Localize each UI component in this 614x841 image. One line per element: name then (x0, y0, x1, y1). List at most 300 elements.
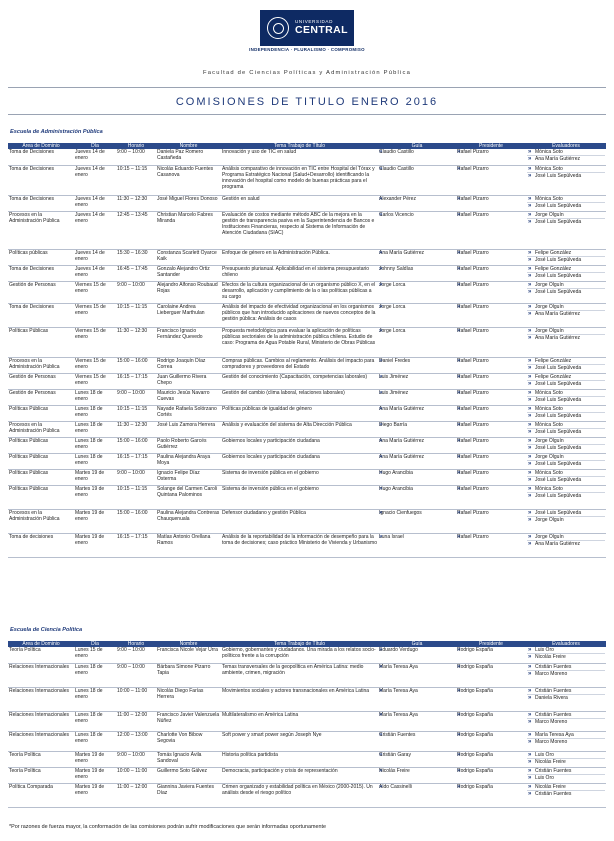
cell-tema: Gobiernos locales y participación ciudadana (221, 453, 378, 469)
cell-dia: Jueves 14 de enero (74, 195, 116, 211)
evaluator-name: » Mónica Soto (527, 166, 605, 172)
cell-area: Gestión de Personas (8, 373, 74, 389)
evaluator-name: » José Luis Sepúlveda (527, 364, 605, 371)
table-row (8, 327, 606, 357)
cell-nombre: Paulina Alejandra Araya Moya (156, 453, 221, 469)
motto: INDEPENDENCIA · PLURALISMO · COMPROMISO (249, 47, 365, 52)
evaluator-name: » Nicolás Freire (527, 653, 605, 660)
cell-guia: » Luna Israel (378, 533, 456, 557)
cell-evaluadores (526, 373, 606, 389)
cell-dia: Martes 19 de enero (74, 509, 116, 533)
cell-presidente: » Rodrigo España (456, 783, 526, 807)
table-row (8, 211, 606, 249)
cell-guia: » Hugo Arancibia (378, 469, 456, 485)
evaluator-name: » Jorge Olguín (527, 328, 605, 334)
cell-evaluadores (526, 303, 606, 327)
evaluator-name: » Cristián Fuentes (527, 712, 605, 718)
cell-horario: 9:00 – 10:00 (116, 663, 156, 687)
cell-horario: 10:15 – 11:15 (116, 485, 156, 509)
cell-tema: Temas transversales de la geopolítica en América Latina: medio ambiente, crimen, migración (221, 663, 378, 687)
cell-evaluadores (526, 211, 606, 249)
column-header: Área de Dominio (8, 143, 74, 149)
evaluator-name: » Mónica Soto (527, 406, 605, 412)
evaluator-name: » Mónica Soto (527, 390, 605, 396)
cell-evaluadores (526, 389, 606, 405)
evaluator-name: » José Luis Sepúlveda (527, 172, 605, 179)
cell-dia: Lunes 18 de enero (74, 711, 116, 731)
cell-horario: 16:45 – 17:45 (116, 265, 156, 281)
table-row (8, 357, 606, 373)
cell-evaluadores (526, 533, 606, 557)
cell-presidente: » Rafael Pizarro (456, 195, 526, 211)
cell-area: Toma de Decisiones (8, 265, 74, 281)
cell-presidente: » Rodrigo España (456, 663, 526, 687)
table-row (8, 265, 606, 281)
cell-dia: Lunes 18 de enero (74, 731, 116, 751)
evaluator-name: » Daniela Rivera (527, 694, 605, 701)
cell-tema: Gobierno, gobernantes y ciudadanos. Una mirada a los relatos socio-políticos frente a la corrupción (221, 647, 378, 663)
evaluator-name: » José Luis Sepúlveda (527, 218, 605, 225)
cell-dia: Lunes 18 de enero (74, 663, 116, 687)
cell-evaluadores (526, 437, 606, 453)
cell-nombre: Guillermo Soto Gálvez (156, 767, 221, 783)
cell-dia: Viernes 15 de enero (74, 303, 116, 327)
evaluator-name: » Felipe González (527, 266, 605, 272)
cell-dia: Jueves 14 de enero (74, 265, 116, 281)
cell-horario: 10:15 – 11:15 (116, 303, 156, 327)
column-header: Guía (378, 641, 456, 647)
evaluator-name: » Ana María Gutiérrez (527, 540, 605, 547)
cell-nombre: Francisco Ignacio Fernández Quevedo (156, 327, 221, 357)
cell-horario: 15:00 – 16:00 (116, 357, 156, 373)
column-header: Guía (378, 143, 456, 149)
footnote: *Por razones de fuerza mayor, la conformación de las comisiones podrán sufrir modificaciones que serán informadas oportunamente (9, 824, 327, 830)
cell-presidente: » Rafael Pizarro (456, 373, 526, 389)
cell-tema: Análisis y evaluación del sistema de Alta Dirección Pública (221, 421, 378, 437)
schedule-table-administracion (8, 143, 606, 558)
cell-dia: Viernes 15 de enero (74, 357, 116, 373)
table-row (8, 647, 606, 663)
column-header: Presidente (456, 641, 526, 647)
table-row (8, 165, 606, 195)
table-row (8, 437, 606, 453)
cell-nombre: Gonzalo Alejandro Ortiz Santander (156, 265, 221, 281)
evaluator-name: » Ana María Gutiérrez (527, 334, 605, 341)
cell-area: Gestión de Personas (8, 389, 74, 405)
evaluator-name: » José Luis Sepúlveda (527, 272, 605, 279)
cell-horario: 11:30 – 12:30 (116, 421, 156, 437)
cell-area: Relaciones Internacionales (8, 711, 74, 731)
cell-horario: 9:00 – 10:00 (116, 469, 156, 485)
cell-evaluadores (526, 751, 606, 767)
cell-horario: 10:00 – 11:00 (116, 767, 156, 783)
table-row (8, 469, 606, 485)
cell-dia: Lunes 18 de enero (74, 453, 116, 469)
cell-area: Políticas públicas (8, 249, 74, 265)
cell-tema: Efectos de la cultura organizacional de un organismo público X, en el desarrollo, aplicación y cumplimiento de la o las políticas públicas a su cargo (221, 281, 378, 303)
cell-area: Toma de decisiones (8, 533, 74, 557)
logo-name: CENTRAL (295, 24, 348, 37)
cell-guia: » Nicolás Freire (378, 767, 456, 783)
cell-presidente: » Rafael Pizarro (456, 249, 526, 265)
evaluator-name: » Jorge Olguín (527, 534, 605, 540)
cell-dia: Jueves 14 de enero (74, 149, 116, 165)
evaluator-name: » Felipe González (527, 250, 605, 256)
cell-horario: 9:00 – 10:00 (116, 751, 156, 767)
cell-guia: » Luis Jiménez (378, 389, 456, 405)
cell-presidente: » Rafael Pizarro (456, 265, 526, 281)
table-row (8, 663, 606, 687)
cell-horario: 9:00 – 10:00 (116, 149, 156, 165)
table-row (8, 509, 606, 533)
cell-horario: 16:15 – 17:15 (116, 453, 156, 469)
cell-evaluadores (526, 281, 606, 303)
cell-area: Procesos en la Administración Pública (8, 211, 74, 249)
evaluator-name: » Marco Moreno (527, 738, 605, 745)
faculty-name: Facultad de Ciencias Políticas y Administración Pública (202, 70, 412, 76)
evaluator-name: » Cristián Fuentes (527, 688, 605, 694)
cell-presidente: » Rafael Pizarro (456, 327, 526, 357)
cell-area: Procesos en la Administración Pública (8, 357, 74, 373)
cell-area: Procesos en la Administración Pública (8, 421, 74, 437)
cell-guia: » Aldo Cassinelli (378, 783, 456, 807)
cell-presidente: » Rafael Pizarro (456, 303, 526, 327)
cell-horario: 11:00 – 12:00 (116, 711, 156, 731)
cell-dia: Martes 19 de enero (74, 767, 116, 783)
evaluator-name: » Jorge Olguín (527, 438, 605, 444)
cell-nombre: Alejandro Alfonso Roubaud Rojas (156, 281, 221, 303)
cell-area: Teoría Política (8, 767, 74, 783)
table-row (8, 389, 606, 405)
evaluator-name: » Jorge Olguín (527, 212, 605, 218)
evaluator-name: » Cristián Fuentes (527, 768, 605, 774)
cell-horario: 15:00 – 16:00 (116, 437, 156, 453)
cell-presidente: » Rafael Pizarro (456, 485, 526, 509)
table-row (8, 149, 606, 165)
cell-presidente: » Rafael Pizarro (456, 405, 526, 421)
cell-horario: 10:15 – 11:15 (116, 405, 156, 421)
cell-evaluadores (526, 711, 606, 731)
cell-evaluadores (526, 327, 606, 357)
university-logo (0, 10, 614, 46)
cell-tema: Soft power y smart power según Joseph Nye (221, 731, 378, 751)
cell-nombre: Daniela Paz Romero Castañeda (156, 149, 221, 165)
cell-nombre: Ignacio Felipe Díaz Osterma (156, 469, 221, 485)
cell-tema: Gestión del cambio (clima laboral, relaciones laborales) (221, 389, 378, 405)
table-row (8, 533, 606, 557)
cell-horario: 15:00 – 16:00 (116, 509, 156, 533)
cell-tema: Movimientos sociales y actores transnacionales en América Latina (221, 687, 378, 711)
evaluator-name: » José Luis Sepúlveda (527, 380, 605, 387)
school-title: Escuela de Administración Pública (10, 129, 103, 135)
cell-tema: Historia política partidista (221, 751, 378, 767)
cell-evaluadores (526, 509, 606, 533)
cell-nombre: Carolaine Andrea Lieberguer Marthulan (156, 303, 221, 327)
cell-tema: Gobiernos locales y participación ciudadana (221, 437, 378, 453)
column-header: Día (74, 641, 116, 647)
cell-tema: Multilateralismo en América Latina (221, 711, 378, 731)
cell-horario: 16:15 – 17:15 (116, 533, 156, 557)
evaluator-name: » Ana María Gutiérrez (527, 310, 605, 317)
cell-tema: Innovación y uso de TIC en salud (221, 149, 378, 165)
cell-evaluadores (526, 405, 606, 421)
evaluator-name: » Ana María Gutiérrez (527, 155, 605, 162)
cell-dia: Viernes 15 de enero (74, 327, 116, 357)
cell-evaluadores (526, 421, 606, 437)
cell-tema: Enfoque de género en la Administración Pública. (221, 249, 378, 265)
cell-horario: 15:30 – 16:30 (116, 249, 156, 265)
evaluator-name: » José Luis Sepúlveda (527, 412, 605, 419)
cell-tema: Gestión del conocimiento (Capacitación, competencias laborales) (221, 373, 378, 389)
cell-guia: » Diego Barría (378, 421, 456, 437)
evaluator-name: » Felipe González (527, 374, 605, 380)
cell-tema: Defensor ciudadano y gestión Pública (221, 509, 378, 533)
cell-presidente: » Rafael Pizarro (456, 389, 526, 405)
table-row (8, 767, 606, 783)
cell-dia: Martes 19 de enero (74, 469, 116, 485)
cell-guia: » Hugo Arancibia (378, 485, 456, 509)
cell-horario: 9:00 – 10:00 (116, 647, 156, 663)
cell-guia: » Daniel Fredes (378, 357, 456, 373)
cell-dia: Lunes 18 de enero (74, 405, 116, 421)
cell-nombre: Francisco Javier Valenzuela Núñez (156, 711, 221, 731)
cell-nombre: José Miguel Flores Donoso (156, 195, 221, 211)
cell-nombre: Nayade Rafaela Solórzano Cortés (156, 405, 221, 421)
evaluator-name: » José Luis Sepúlveda (527, 428, 605, 435)
logo-university: UNIVERSIDAD (295, 19, 333, 25)
cell-evaluadores (526, 357, 606, 373)
cell-presidente: » Rafael Pizarro (456, 211, 526, 249)
table-row (8, 731, 606, 751)
cell-nombre: Tomás Ignacio Ávila Sandoval (156, 751, 221, 767)
cell-tema: Políticas públicas de igualdad de género (221, 405, 378, 421)
cell-nombre: José Luis Zamora Herrera (156, 421, 221, 437)
evaluator-name: » Jorge Olguín (527, 516, 605, 523)
cell-nombre: Bárbara Simone Pizarro Tapia (156, 663, 221, 687)
cell-area: Relaciones Internacionales (8, 687, 74, 711)
evaluator-name: » José Luis Sepúlveda (527, 510, 605, 516)
cell-tema: Democracia, participación y crisis de representación (221, 767, 378, 783)
cell-area: Relaciones Internacionales (8, 731, 74, 751)
cell-evaluadores (526, 165, 606, 195)
cell-tema: Presupuesto plurianual. Aplicabilidad en el sistema presupuestario chileno (221, 265, 378, 281)
evaluator-name: » José Luis Sepúlveda (527, 288, 605, 295)
cell-horario: 9:00 – 10:00 (116, 281, 156, 303)
evaluator-name: » Nicolás Freire (527, 784, 605, 790)
column-header: Nombre (156, 641, 221, 647)
cell-tema: Análisis de la reportabilidad de la información de desempeño para la toma de decisiones; caso práctico Ministerio de Vivienda y Urbanismo (221, 533, 378, 557)
cell-presidente: » Rodrigo España (456, 751, 526, 767)
table-row (8, 373, 606, 389)
cell-evaluadores (526, 663, 606, 687)
cell-dia: Jueves 14 de enero (74, 211, 116, 249)
cell-guia: » Jorge Lorca (378, 281, 456, 303)
cell-presidente: » Rafael Pizarro (456, 469, 526, 485)
column-header: Tema Trabajo de Título (221, 641, 378, 647)
cell-horario: 12:00 – 13:00 (116, 731, 156, 751)
cell-nombre: Rodrigo Joaquín Díaz Correa (156, 357, 221, 373)
cell-evaluadores (526, 731, 606, 751)
table-row (8, 421, 606, 437)
column-header: Horario (116, 143, 156, 149)
cell-guia: » Johnny Saldías (378, 265, 456, 281)
cell-presidente: » Rodrigo España (456, 731, 526, 751)
evaluator-name: » María Teresa Aya (527, 732, 605, 738)
cell-tema: Gestión en salud (221, 195, 378, 211)
cell-nombre: Paolo Roberto Garcés Gutiérrez (156, 437, 221, 453)
cell-area: Políticas Públicas (8, 437, 74, 453)
cell-guia: » María Teresa Aya (378, 711, 456, 731)
cell-nombre: Constanza Scarlett Oyarce Kaik (156, 249, 221, 265)
cell-nombre: Nicolás Eduardo Fuentes Casanova (156, 165, 221, 195)
column-header: Evaluadores (526, 143, 606, 149)
evaluator-name: » Cristián Fuentes (527, 664, 605, 670)
cell-presidente: » Rafael Pizarro (456, 149, 526, 165)
cell-dia: Lunes 18 de enero (74, 687, 116, 711)
divider (8, 114, 606, 115)
cell-evaluadores (526, 647, 606, 663)
evaluator-name: » Luis Oro (527, 774, 605, 781)
cell-dia: Lunes 18 de enero (74, 389, 116, 405)
cell-guia: » Ana María Gutiérrez (378, 405, 456, 421)
evaluator-name: » Luis Oro (527, 647, 605, 653)
cell-nombre: Charlotte Von Bibow Segovia (156, 731, 221, 751)
cell-dia: Lunes 18 de enero (74, 437, 116, 453)
evaluator-name: » José Luis Sepúlveda (527, 492, 605, 499)
cell-dia: Lunes 18 de enero (74, 421, 116, 437)
cell-nombre: Matías Antonio Orellana Ramos (156, 533, 221, 557)
cell-tema: Sistema de inversión pública en el gobierno (221, 469, 378, 485)
cell-dia: Jueves 14 de enero (74, 165, 116, 195)
table-row (8, 453, 606, 469)
cell-area: Procesos en la Administración Pública (8, 509, 74, 533)
cell-tema: Evaluación de costos mediante método ABC de la mejora en la gestión de transparencia pasiva en la Superintendencia de Bancos e Instituciones Financieras, respecto al Sistema de Información de Atención Ciudadana (SIAC) (221, 211, 378, 249)
cell-guia: » María Teresa Aya (378, 687, 456, 711)
cell-tema: Sistema de inversión pública en el gobierno (221, 485, 378, 509)
cell-guia: » Jorge Lorca (378, 327, 456, 357)
cell-evaluadores (526, 149, 606, 165)
cell-dia: Martes 19 de enero (74, 751, 116, 767)
table-row (8, 783, 606, 807)
cell-guia: » Carlos Vicencio (378, 211, 456, 249)
logo-box (260, 10, 354, 46)
cell-presidente: » Rafael Pizarro (456, 509, 526, 533)
evaluator-name: » Luis Oro (527, 752, 605, 758)
cell-dia: Martes 19 de enero (74, 533, 116, 557)
cell-presidente: » Rafael Pizarro (456, 165, 526, 195)
cell-area: Políticas Públicas (8, 327, 74, 357)
cell-nombre: Giannina Javiera Fuentes Díaz (156, 783, 221, 807)
cell-presidente: » Rodrigo España (456, 767, 526, 783)
table-row (8, 303, 606, 327)
evaluator-name: » Mónica Soto (527, 486, 605, 492)
evaluator-name: » Jorge Olguín (527, 454, 605, 460)
cell-horario: 11:30 – 12:30 (116, 327, 156, 357)
column-header: Día (74, 143, 116, 149)
cell-guia: » Alexander Pérez (378, 195, 456, 211)
column-header: Presidente (456, 143, 526, 149)
cell-tema: Análisis del impacto de efectividad organizacional en los organismos públicos que han introducido aplicaciones de nuevos conceptos de la gestión pública: Análisis de casos (221, 303, 378, 327)
cell-area: Relaciones Internacionales (8, 663, 74, 687)
column-header: Horario (116, 641, 156, 647)
evaluator-name: » José Luis Sepúlveda (527, 256, 605, 263)
cell-area: Toma de Decisiones (8, 165, 74, 195)
evaluator-name: » José Luis Sepúlveda (527, 396, 605, 403)
cell-nombre: Christian Marcelo Fabres Miranda (156, 211, 221, 249)
logo-text (295, 20, 348, 35)
cell-area: Gestión de Personas (8, 281, 74, 303)
cell-evaluadores (526, 249, 606, 265)
page-title: COMISIONES DE TITULO ENERO 2016 (175, 96, 439, 108)
cell-nombre: Francisca Nicole Vejar Urra (156, 647, 221, 663)
cell-guia: » María Teresa Aya (378, 663, 456, 687)
cell-tema: Crimen organizado y estabilidad política en México (2000-2015). Un análisis desde el riesgo político (221, 783, 378, 807)
cell-area: Políticas Públicas (8, 405, 74, 421)
cell-evaluadores (526, 767, 606, 783)
seal-icon (267, 17, 289, 39)
cell-horario: 12:45 – 13:45 (116, 211, 156, 249)
cell-presidente: » Rafael Pizarro (456, 357, 526, 373)
cell-evaluadores (526, 265, 606, 281)
cell-area: Política Comparada (8, 783, 74, 807)
cell-area: Políticas Públicas (8, 469, 74, 485)
cell-area: Toma de Decisiones (8, 149, 74, 165)
cell-guia: » Claudio Castillo (378, 165, 456, 195)
column-header: Área de Dominio (8, 641, 74, 647)
cell-evaluadores (526, 195, 606, 211)
cell-area: Teoría Política (8, 647, 74, 663)
cell-evaluadores (526, 485, 606, 509)
cell-dia: Viernes 15 de enero (74, 281, 116, 303)
evaluator-name: » Mónica Soto (527, 422, 605, 428)
evaluator-name: » Jorge Olguín (527, 282, 605, 288)
cell-nombre: Nicolás Diego Farías Herrera (156, 687, 221, 711)
evaluator-name: » Cristián Fuentes (527, 790, 605, 797)
cell-guia: » Cristián Fuentes (378, 731, 456, 751)
cell-area: Toma de Decisiones (8, 303, 74, 327)
evaluator-name: » Felipe González (527, 358, 605, 364)
column-header: Nombre (156, 143, 221, 149)
cell-presidente: » Rafael Pizarro (456, 281, 526, 303)
cell-presidente: » Rodrigo España (456, 687, 526, 711)
table-row (8, 711, 606, 731)
cell-area: Teoría Política (8, 751, 74, 767)
evaluator-name: » José Luis Sepúlveda (527, 444, 605, 451)
cell-presidente: » Rodrigo España (456, 711, 526, 731)
cell-evaluadores (526, 687, 606, 711)
cell-dia: Lunes 15 de enero (74, 647, 116, 663)
evaluator-name: » Mónica Soto (527, 149, 605, 155)
cell-guia: » Luis Jiménez (378, 373, 456, 389)
column-header: Evaluadores (526, 641, 606, 647)
cell-evaluadores (526, 469, 606, 485)
cell-presidente: » Rafael Pizarro (456, 533, 526, 557)
cell-horario: 9:00 – 10:00 (116, 389, 156, 405)
evaluator-name: » Mónica Soto (527, 196, 605, 202)
schedule-table-ciencia-politica (8, 641, 606, 808)
column-header: Tema Trabajo de Título (221, 143, 378, 149)
cell-presidente: » Rafael Pizarro (456, 421, 526, 437)
cell-presidente: » Rodrigo España (456, 647, 526, 663)
cell-guia: » Jorge Lorca (378, 303, 456, 327)
cell-horario: 16:15 – 17:15 (116, 373, 156, 389)
cell-horario: 11:00 – 12:00 (116, 783, 156, 807)
cell-area: Políticas Públicas (8, 485, 74, 509)
school-title: Escuela de Ciencia Política (10, 627, 83, 633)
cell-guia: » Cristián Garay (378, 751, 456, 767)
cell-nombre: Paulina Alejandra Contreras Chauquenuala (156, 509, 221, 533)
evaluator-name: » Mónica Soto (527, 470, 605, 476)
